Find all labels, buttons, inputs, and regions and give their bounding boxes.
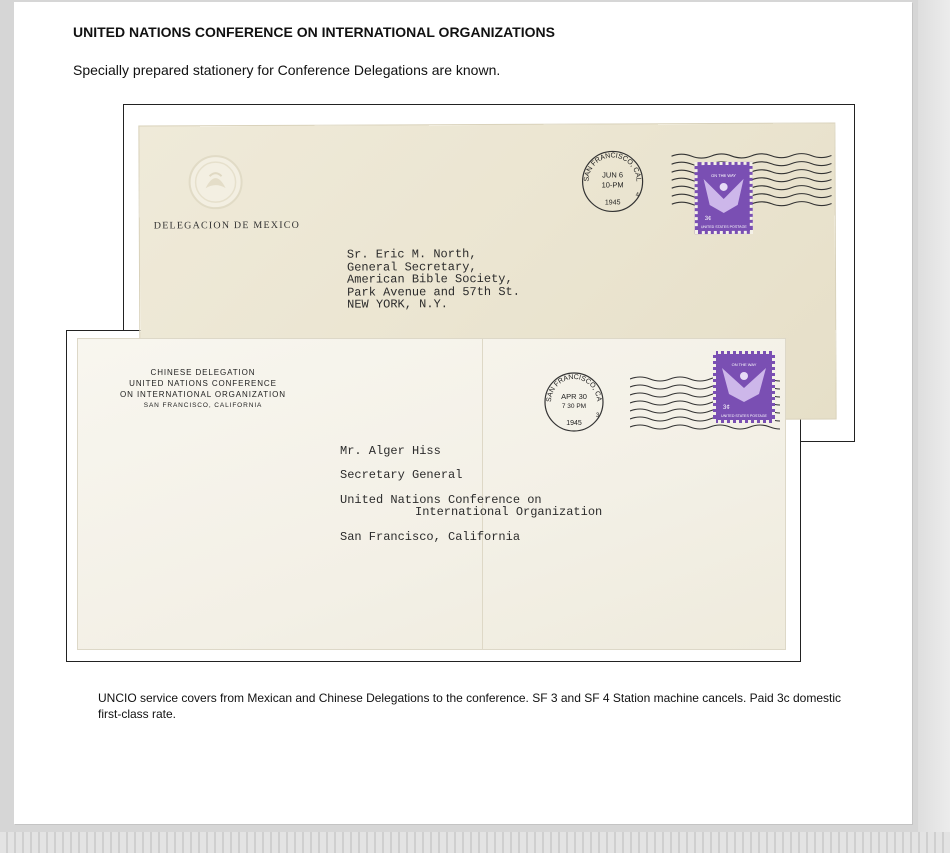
stamp-china-top: ON THE WAY <box>731 362 757 367</box>
stamp-china <box>713 351 775 423</box>
address-line: Mr. Alger Hiss <box>340 444 441 458</box>
page-subtitle: Specially prepared stationery for Conference Delegations are known. <box>73 62 501 78</box>
address-line: Park Avenue and 57th St. <box>347 284 520 300</box>
address-line: Sr. Eric M. North, <box>346 247 477 262</box>
eagle-stamp-icon <box>716 354 772 420</box>
postmark-mexico-number: 4 <box>635 192 640 199</box>
address-line: San Francisco, California <box>340 529 521 544</box>
address-line: General Secretary, <box>346 259 477 275</box>
postmark-mexico-city: SAN FRANCISCO, CALIF. <box>583 152 642 182</box>
address-line: International Organization <box>415 505 603 520</box>
address-line: American Bible Society, <box>346 272 513 287</box>
stamp-mexico-bottom: UNITED STATES POSTAGE <box>700 224 747 230</box>
stamp-china-denom: 3¢ <box>723 405 730 411</box>
stamp-china-bottom: UNITED STATES POSTAGE <box>721 414 767 418</box>
address-china <box>340 445 602 543</box>
postmark-china-year: 1945 <box>566 420 582 427</box>
stamp-mexico <box>695 162 753 234</box>
postmark-china-number: 3 <box>596 413 600 419</box>
postmark-china-time: 7 30 PM <box>561 403 587 410</box>
embossed-seal-icon <box>187 154 243 210</box>
postmark-mexico-year: 1945 <box>604 199 621 207</box>
postmark-china-city: SAN FRANCISCO, CA <box>545 373 603 403</box>
return-line: UNITED NATIONS CONFERENCE <box>129 379 277 388</box>
postmark-china <box>542 370 606 434</box>
address-line: Secretary General <box>340 468 463 483</box>
postmark-china-date: APR 30 <box>561 392 587 401</box>
address-mexico <box>347 248 520 312</box>
return-address-mexico: DELEGACION DE MEXICO <box>153 219 301 232</box>
caption: UNCIO service covers from Mexican and Chinese Delegations to the conference. SF 3 and SF 4 Station machine cancels. Paid 3c domestic first-class rate. <box>98 691 842 721</box>
stamp-mexico-top: ON THE WAY <box>711 172 737 179</box>
return-line: ON INTERNATIONAL ORGANIZATION <box>120 390 286 399</box>
eagle-stamp-icon <box>698 165 750 231</box>
address-line: United Nations Conference on <box>340 492 542 507</box>
return-line: CHINESE DELEGATION <box>150 368 256 377</box>
return-address-china <box>108 367 298 411</box>
postmark-mexico-date: JUN 6 <box>602 170 624 180</box>
page-title: UNITED NATIONS CONFERENCE ON INTERNATIONAL ORGANIZATIONS <box>73 24 555 40</box>
stamp-mexico-denom: 3¢ <box>704 216 712 223</box>
postmark-mexico <box>579 148 645 214</box>
page-edge-bottom <box>0 832 950 853</box>
address-line: NEW YORK, N.Y. <box>347 297 448 312</box>
postmark-mexico-time: 10-PM <box>601 180 624 190</box>
return-line: SAN FRANCISCO, CALIFORNIA <box>143 402 263 409</box>
cover-china <box>78 339 785 649</box>
page-edge-right <box>918 0 950 853</box>
